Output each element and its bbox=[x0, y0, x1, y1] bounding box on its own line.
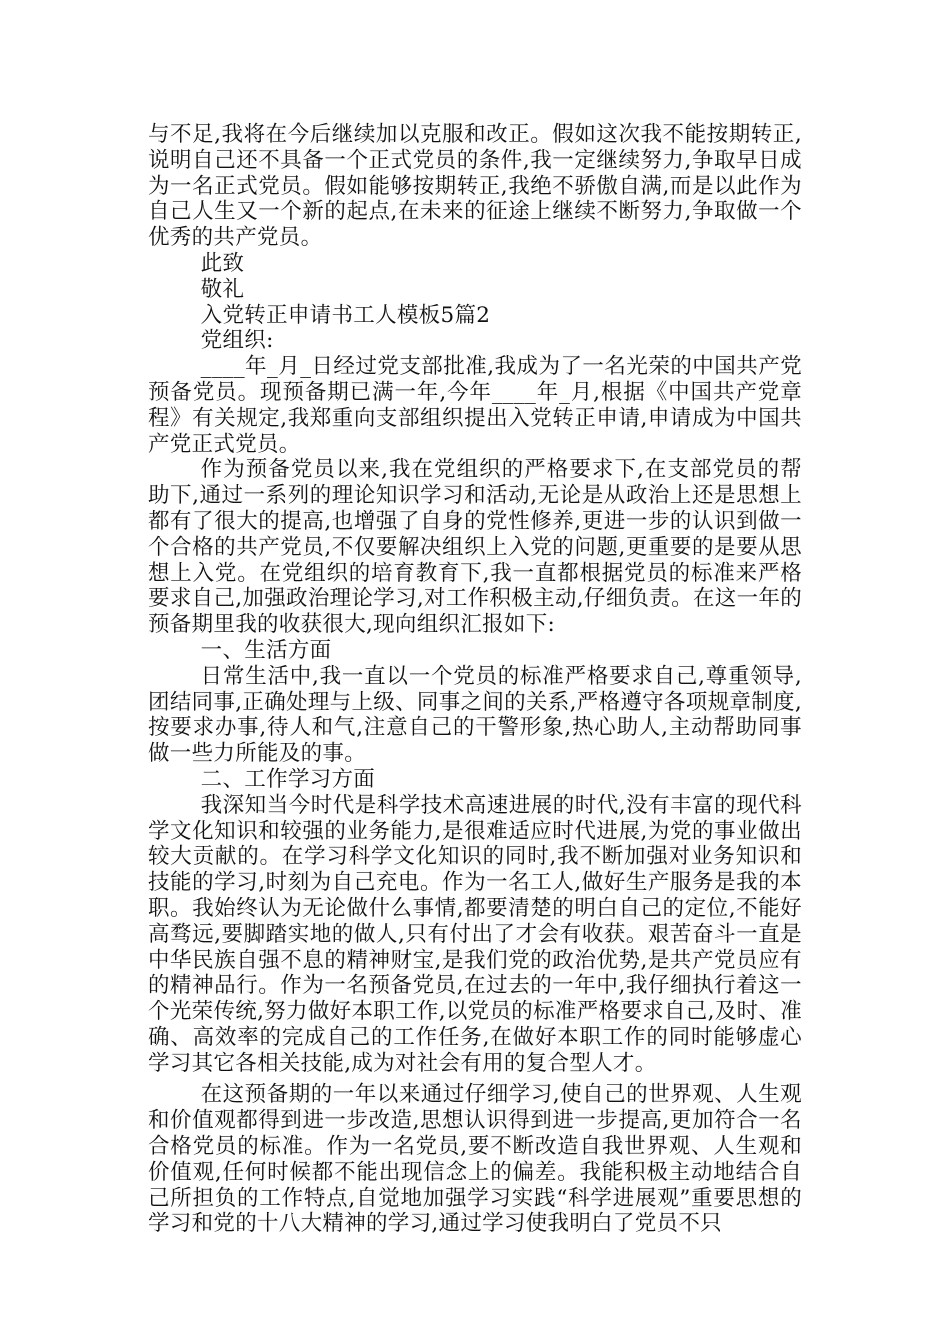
paragraph: 我深知当今时代是科学技术高速进展的时代,没有丰富的现代科学文化知识和较强的业务能力,是很难适应时代进展,为党的事业做出较大贡献的。在学习科学文化知识的同时,我不断加强对业务知识和技能的学习,时刻为自己充电。作为一名工人,做好生产服务是我的本职。我始终认为无论做什么事情,都要清楚的明白自己的定位,不能好高骛远,要脚踏实地的做人,只有付出了才会有收获。艰苦奋斗一直是中华民族自强不息的精神财宝,是我们党的政治优势,是共产党员应有的精神品行。作为一名预备党员,在过去的一年中,我仔细执行着这一个光荣传统,努力做好本职工作,以党员的标准严格要求自己,及时、准确、高效率的完成自己的工作任务,在做好本职工作的同时能够虚心学习其它各相关技能,成为对社会有用的复合型人才。 bbox=[148, 792, 802, 1076]
paragraph: 在这预备期的一年以来通过仔细学习,使自己的世界观、人生观和价值观都得到进一步改造,思想认识得到进一步提高,更加符合一名合格党员的标准。作为一名党员,要不断改造自我世界观、人生观和价值观,任何时候都不能出现信念上的偏差。我能积极主动地结合自己所担负的工作特点,自觉地加强学习实践“科学进展观”重要思想的学习和党的十八大精神的学习,通过学习使我明白了党员不只 bbox=[148, 1082, 802, 1237]
paragraph: 入党转正申请书工人模板5篇2 bbox=[200, 302, 491, 328]
document-body bbox=[148, 122, 802, 1237]
paragraph: 日常生活中,我一直以一个党员的标准严格要求自己,尊重领导,团结同事,正确处理与上级、同事之间的关系,严格遵守各项规章制度,按要求办事,待人和气,注意自己的干警形象,热心助人,主动帮助同事做一些力所能及的事。 bbox=[148, 663, 802, 767]
paragraph: 敬礼 bbox=[200, 276, 245, 302]
paragraph: 此致 bbox=[200, 250, 245, 276]
paragraph: 一、生活方面 bbox=[200, 637, 332, 663]
paragraph: 作为预备党员以来,我在党组织的严格要求下,在支部党员的帮助下,通过一系列的理论知识学习和活动,无论是从政治上还是思想上都有了很大的提高,也增强了自身的党性修养,更进一步的认识到做一个合格的共产党员,不仅要解决组织上入党的问题,更重要的是要从思想上入党。在党组织的培育教育下,我一直都根据党员的标准来严格要求自己,加强政治理论学习,对工作积极主动,仔细负责。在这一年的预备期里我的收获很大,现向组织汇报如下: bbox=[148, 457, 802, 638]
paragraph: 与不足,我将在今后继续加以克服和改正。假如这次我不能按期转正,说明自己还不具备一个正式党员的条件,我一定继续努力,争取早日成为一名正式党员。假如能够按期转正,我绝不骄傲自满,而是以此作为自己人生又一个新的起点,在未来的征途上继续不断努力,争取做一个优秀的共产党员。 bbox=[148, 122, 802, 251]
paragraph: 二、工作学习方面 bbox=[200, 766, 376, 792]
paragraph: 党组织: bbox=[200, 328, 274, 354]
paragraph: ____年_月_日经过党支部批准,我成为了一名光荣的中国共产党预备党员。现预备期已满一年,今年____年_月,根据《中国共产党章程》有关规定,我郑重向支部组织提出入党转正申请,申请成为中国共产党正式党员。 bbox=[148, 354, 802, 457]
